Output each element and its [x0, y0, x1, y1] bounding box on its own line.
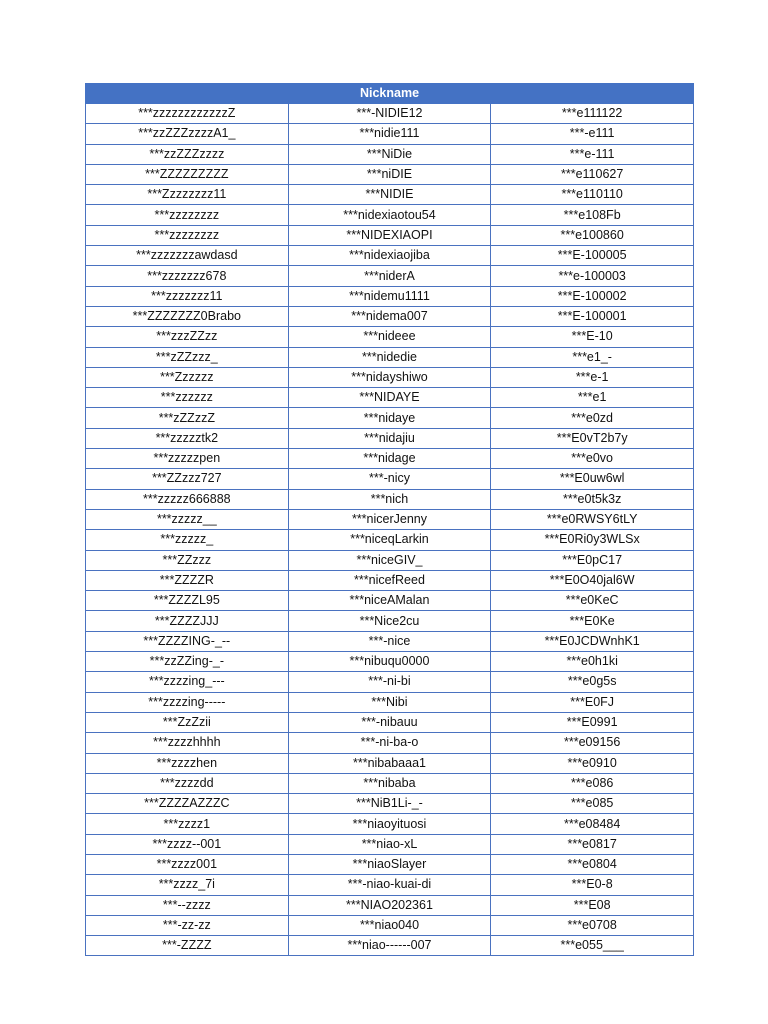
- table-cell: ***e0RWSY6tLY: [491, 509, 694, 529]
- table-row: [86, 915, 694, 935]
- table-cell: ***nidie111: [288, 124, 491, 144]
- table-row: [86, 794, 694, 814]
- table-cell: ***E0-8: [491, 875, 694, 895]
- table-cell: ***--zzzz: [86, 895, 289, 915]
- table-cell: ***E-10: [491, 327, 694, 347]
- table-row: [86, 611, 694, 631]
- table-cell: ***niceGIV_: [288, 550, 491, 570]
- table-row: [86, 854, 694, 874]
- table-row: [86, 266, 694, 286]
- table-cell: ***ZZZZR: [86, 570, 289, 590]
- table-row: [86, 834, 694, 854]
- table-cell: ***e085: [491, 794, 694, 814]
- table-cell: ***nidajiu: [288, 428, 491, 448]
- table-cell: ***zzzzz__: [86, 509, 289, 529]
- table-cell: ***niao------007: [288, 936, 491, 956]
- table-cell: ***E0vT2b7y: [491, 428, 694, 448]
- table-cell: ***e1_-: [491, 347, 694, 367]
- table-cell: ***niDIE: [288, 164, 491, 184]
- table-row: [86, 428, 694, 448]
- table-cell: ***niceqLarkin: [288, 530, 491, 550]
- table-cell: ***zzZZing-_-: [86, 652, 289, 672]
- table-cell: ***-ZZZZ: [86, 936, 289, 956]
- table-row: [86, 367, 694, 387]
- table-cell: ***nibabaaa1: [288, 753, 491, 773]
- table-cell: ***nidexiaojiba: [288, 246, 491, 266]
- table-row: [86, 469, 694, 489]
- table-row: [86, 388, 694, 408]
- table-cell: ***zzZZZzzzz: [86, 144, 289, 164]
- table-cell: ***zzzzing_---: [86, 672, 289, 692]
- table-cell: ***NIDIE: [288, 185, 491, 205]
- table-row: [86, 286, 694, 306]
- table-row: [86, 814, 694, 834]
- nickname-table: [85, 83, 694, 956]
- table-cell: ***zzzzzzz11: [86, 286, 289, 306]
- table-row: [86, 449, 694, 469]
- table-cell: ***E0pC17: [491, 550, 694, 570]
- table-cell: ***nidexiaotou54: [288, 205, 491, 225]
- table-row: [86, 225, 694, 245]
- table-row: [86, 408, 694, 428]
- table-cell: ***zzzzz_: [86, 530, 289, 550]
- table-cell: ***nidaye: [288, 408, 491, 428]
- table-row: [86, 104, 694, 124]
- table-cell: ***zzzzzzzzzzzzZ: [86, 104, 289, 124]
- table-cell: ***nidayshiwo: [288, 367, 491, 387]
- table-cell: ***e110627: [491, 164, 694, 184]
- table-cell: ***niaoSlayer: [288, 854, 491, 874]
- table-cell: ***ZZzzz727: [86, 469, 289, 489]
- table-cell: ***e0KeC: [491, 591, 694, 611]
- table-cell: ***ZZZZAZZZC: [86, 794, 289, 814]
- table-row: [86, 895, 694, 915]
- table-cell: ***nidemu1111: [288, 286, 491, 306]
- table-cell: ***niceAMalan: [288, 591, 491, 611]
- table-cell: ***-nicy: [288, 469, 491, 489]
- table-cell: ***E0uw6wl: [491, 469, 694, 489]
- table-cell: ***ZzZzii: [86, 712, 289, 732]
- table-row: [86, 509, 694, 529]
- table-cell: ***ZZzzz: [86, 550, 289, 570]
- table-cell: ***NIDAYE: [288, 388, 491, 408]
- table-cell: ***E-100002: [491, 286, 694, 306]
- table-cell: ***e0h1ki: [491, 652, 694, 672]
- table-cell: ***-nibauu: [288, 712, 491, 732]
- table-cell: ***e1: [491, 388, 694, 408]
- table-row: [86, 489, 694, 509]
- table-cell: ***zzzzztk2: [86, 428, 289, 448]
- table-cell: ***e111122: [491, 104, 694, 124]
- table-cell: ***NIAO202361: [288, 895, 491, 915]
- table-cell: ***Nibi: [288, 692, 491, 712]
- table-cell: ***zzzzzzzawdasd: [86, 246, 289, 266]
- table-cell: ***zzzz--001: [86, 834, 289, 854]
- table-cell: ***e-1: [491, 367, 694, 387]
- table-row: [86, 753, 694, 773]
- table-row: [86, 124, 694, 144]
- table-cell: ***e110110: [491, 185, 694, 205]
- table-cell: ***nich: [288, 489, 491, 509]
- table-cell: ***zZZzzz_: [86, 347, 289, 367]
- table-cell: ***Nice2cu: [288, 611, 491, 631]
- table-cell: ***e09156: [491, 733, 694, 753]
- table-cell: ***NiB1Li-_-: [288, 794, 491, 814]
- table-cell: ***zzzZZzz: [86, 327, 289, 347]
- table-cell: ***e0zd: [491, 408, 694, 428]
- table-cell: ***ZZZZZZZZZ: [86, 164, 289, 184]
- table-cell: ***-niao-kuai-di: [288, 875, 491, 895]
- table-cell: ***e0804: [491, 854, 694, 874]
- table-row: [86, 144, 694, 164]
- table-cell: ***zzzzz666888: [86, 489, 289, 509]
- table-cell: ***nibaba: [288, 773, 491, 793]
- table-cell: ***E-100005: [491, 246, 694, 266]
- table-row: [86, 591, 694, 611]
- table-cell: ***E0JCDWnhK1: [491, 631, 694, 651]
- table-cell: ***e-111: [491, 144, 694, 164]
- table-cell: ***-ni-bi: [288, 672, 491, 692]
- table-cell: ***zzzzzz: [86, 388, 289, 408]
- table-row: [86, 550, 694, 570]
- table-cell: ***nidage: [288, 449, 491, 469]
- table-cell: ***e108Fb: [491, 205, 694, 225]
- table-cell: ***nidedie: [288, 347, 491, 367]
- table-row: [86, 185, 694, 205]
- table-cell: ***niao-xL: [288, 834, 491, 854]
- table-cell: ***zzzzzzzz: [86, 205, 289, 225]
- table-cell: ***zzzzdd: [86, 773, 289, 793]
- table-cell: ***e0817: [491, 834, 694, 854]
- table-row: [86, 205, 694, 225]
- table-cell: ***e0708: [491, 915, 694, 935]
- table-cell: ***nibuqu0000: [288, 652, 491, 672]
- table-row: [86, 530, 694, 550]
- table-cell: ***E0991: [491, 712, 694, 732]
- table-cell: ***e-100003: [491, 266, 694, 286]
- table-cell: ***e0vo: [491, 449, 694, 469]
- table-cell: ***E0Ke: [491, 611, 694, 631]
- table-cell: ***zzzzing-----: [86, 692, 289, 712]
- table-cell: ***zzzzzzz678: [86, 266, 289, 286]
- table-cell: ***zzzz1: [86, 814, 289, 834]
- table-cell: ***E08: [491, 895, 694, 915]
- table-header: Nickname: [86, 84, 694, 104]
- table-cell: ***zzzzzzzz: [86, 225, 289, 245]
- table-cell: ***E-100001: [491, 306, 694, 326]
- table-row: [86, 347, 694, 367]
- table-row: [86, 692, 694, 712]
- table-cell: ***niao040: [288, 915, 491, 935]
- table-cell: ***-NIDIE12: [288, 104, 491, 124]
- table-row: [86, 246, 694, 266]
- table-cell: ***e0t5k3z: [491, 489, 694, 509]
- table-cell: ***-ni-ba-o: [288, 733, 491, 753]
- table-row: [86, 164, 694, 184]
- table-cell: ***e086: [491, 773, 694, 793]
- table-cell: ***nideee: [288, 327, 491, 347]
- table-cell: ***nicefReed: [288, 570, 491, 590]
- table-cell: ***e08484: [491, 814, 694, 834]
- table-body: [86, 104, 694, 956]
- table-row: [86, 652, 694, 672]
- table-cell: ***ZZZZL95: [86, 591, 289, 611]
- table-cell: ***zzzzhhhh: [86, 733, 289, 753]
- table-cell: ***e100860: [491, 225, 694, 245]
- table-cell: ***zZZzzZ: [86, 408, 289, 428]
- table-cell: ***zzzzzpen: [86, 449, 289, 469]
- table-cell: ***zzzz_7i: [86, 875, 289, 895]
- table-cell: ***E0Ri0y3WLSx: [491, 530, 694, 550]
- table-row: [86, 327, 694, 347]
- table-cell: ***zzzzhen: [86, 753, 289, 773]
- table-cell: ***zzzz001: [86, 854, 289, 874]
- table-cell: ***E0O40jal6W: [491, 570, 694, 590]
- table-row: [86, 570, 694, 590]
- table-cell: ***nicerJenny: [288, 509, 491, 529]
- table-row: [86, 733, 694, 753]
- table-cell: ***nidema007: [288, 306, 491, 326]
- table-cell: ***-e111: [491, 124, 694, 144]
- table-cell: ***niaoyituosi: [288, 814, 491, 834]
- table-row: [86, 712, 694, 732]
- table-cell: ***e0910: [491, 753, 694, 773]
- table-cell: ***ZZZZJJJ: [86, 611, 289, 631]
- table-cell: ***Zzzzzz: [86, 367, 289, 387]
- table-cell: ***niderA: [288, 266, 491, 286]
- table-cell: ***e055___: [491, 936, 694, 956]
- table-row: [86, 875, 694, 895]
- table-cell: ***Zzzzzzzz11: [86, 185, 289, 205]
- header-row: [86, 84, 694, 104]
- table-row: [86, 773, 694, 793]
- table-cell: ***E0FJ: [491, 692, 694, 712]
- table-cell: ***zzZZZzzzzA1_: [86, 124, 289, 144]
- table-cell: ***NIDEXIAOPI: [288, 225, 491, 245]
- table-row: [86, 306, 694, 326]
- table-cell: ***ZZZZING-_--: [86, 631, 289, 651]
- table-cell: ***-nice: [288, 631, 491, 651]
- table-row: [86, 936, 694, 956]
- table-row: [86, 672, 694, 692]
- table-cell: ***ZZZZZZZ0Brabo: [86, 306, 289, 326]
- table-row: [86, 631, 694, 651]
- table-cell: ***NiDie: [288, 144, 491, 164]
- table-cell: ***e0g5s: [491, 672, 694, 692]
- table-cell: ***-zz-zz: [86, 915, 289, 935]
